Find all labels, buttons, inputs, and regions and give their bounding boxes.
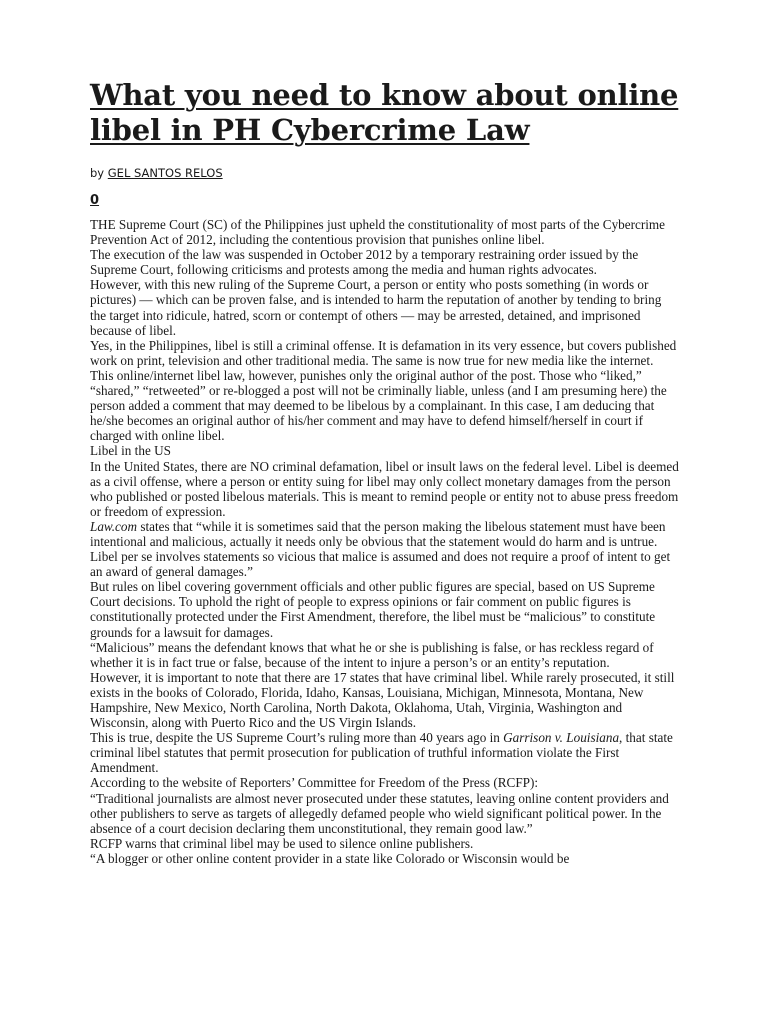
article [90,78,680,866]
paragraph: “Traditional journalists are almost never prosecuted under these statutes, leaving online content providers and other publishers to serve as targets of allegedly defamed people who wield significant political power. In the absence of a court decision declaring them unconstitutional, they remain good law.” [90,790,669,836]
paragraph: THE Supreme Court (SC) of the Philippines just upheld the constitutionality of most parts of the Cybercrime Prevention Act of 2012, including the contentious provision that punishes online libel. [90,217,666,248]
article-body [90,217,680,866]
paragraph: “A blogger or other online content provider in a state like Colorado or Wisconsin would be [90,850,570,866]
paragraph: According to the website of Reporters’ Committee for Freedom of the Press (RCFP): [90,775,539,791]
paragraph: However, it is important to note that there are 17 states that have criminal libel. While rarely prosecuted, it still exists in the books of Colorado, Florida, Idaho, Kansas, Louisiana, Michigan, Minnesota, Montana, New Hampshire, New Mexico, North Carolina, North Dakota, Oklahoma, Utah, Virginia, Washington and Wisconsin, along with Puerto Rico and the US Virgin Islands. [90,669,675,731]
paragraph: The execution of the law was suspended in October 2012 by a temporary restraining order issued by the Supreme Court, following criticisms and protests among the media and human rights advocates. [90,247,639,278]
paragraph: In the United States, there are NO criminal defamation, libel or insult laws on the federal level. Libel is deemed as a civil offense, where a person or entity suing for libel may only collect monetary damages from the person who published or posted libelous materials. This is meant to remind people or entity not to abuse press freedom or freedom of expression. [90,458,679,519]
paragraph [90,730,680,775]
author-link[interactable]: GEL SANTOS RELOS [107,166,223,180]
text: , that state criminal libel statutes that permit prosecution for publication of truthful information violate the First Amendment. [90,730,673,776]
paragraph: RCFP warns that criminal libel may be used to silence online publishers. [90,835,474,851]
by-label: by [90,166,105,180]
article-title[interactable]: What you need to know about online libel in PH Cybercrime Law [90,78,679,147]
source-name: Law.com [90,518,138,534]
quote-text: states that “while it is sometimes said that the person making the libelous statement must have been intentional and malicious, actually it needs only be obvious that the statement would do harm and is untrue. Libel per se involves statements so vicious that malice is assumed and does not require a proof of intent to get an award of general damages.” [90,518,671,580]
paragraph [90,519,680,579]
case-name: Garrison v. Louisiana [503,730,620,746]
paragraph: This online/internet libel law, however, punishes only the original author of the post. Those who “liked,” “shared,” “retweeted” or re-blogged a post will not be criminally liable, unless (and I am presuming here) the person added a comment that may deemed to be libelous by a complainant. In this case, I am deducing that he/she becomes an original author of his/her comment and may have to defend himself/herself in court if charged with online libel. [90,367,667,444]
text: This is true, despite the US Supreme Court’s ruling more than 40 years ago in [90,730,504,746]
paragraph: “Malicious” means the defendant knows that what he or she is publishing is false, or has reckless regard of whether it is in fact true or false, because of the intent to injure a person’s or an entity’s reputation. [90,639,654,670]
paragraph: But rules on libel covering government officials and other public figures are special, based on US Supreme Court decisions. To uphold the right of people to express opinions or fair comment on public figures is constitutionally protected under the First Amendment, therefore, the libel must be “malicious” to constitute grounds for a lawsuit for damages. [90,579,656,640]
byline [90,166,680,180]
section-heading: Libel in the US [90,443,171,459]
comment-count-link[interactable]: 0 [90,193,100,208]
paragraph: Yes, in the Philippines, libel is still a criminal offense. It is defamation in its very essence, but covers published work on print, television and other traditional media. The same is now true for new media like the internet. [90,337,677,368]
paragraph: However, with this new ruling of the Supreme Court, a person or entity who posts something (in words or pictures) — which can be proven false, and is intended to harm the reputation of another by tending to bring the target into ridicule, hatred, scorn or contempt of others — may be arrested, detained, and imprisoned because of libel. [90,277,662,338]
